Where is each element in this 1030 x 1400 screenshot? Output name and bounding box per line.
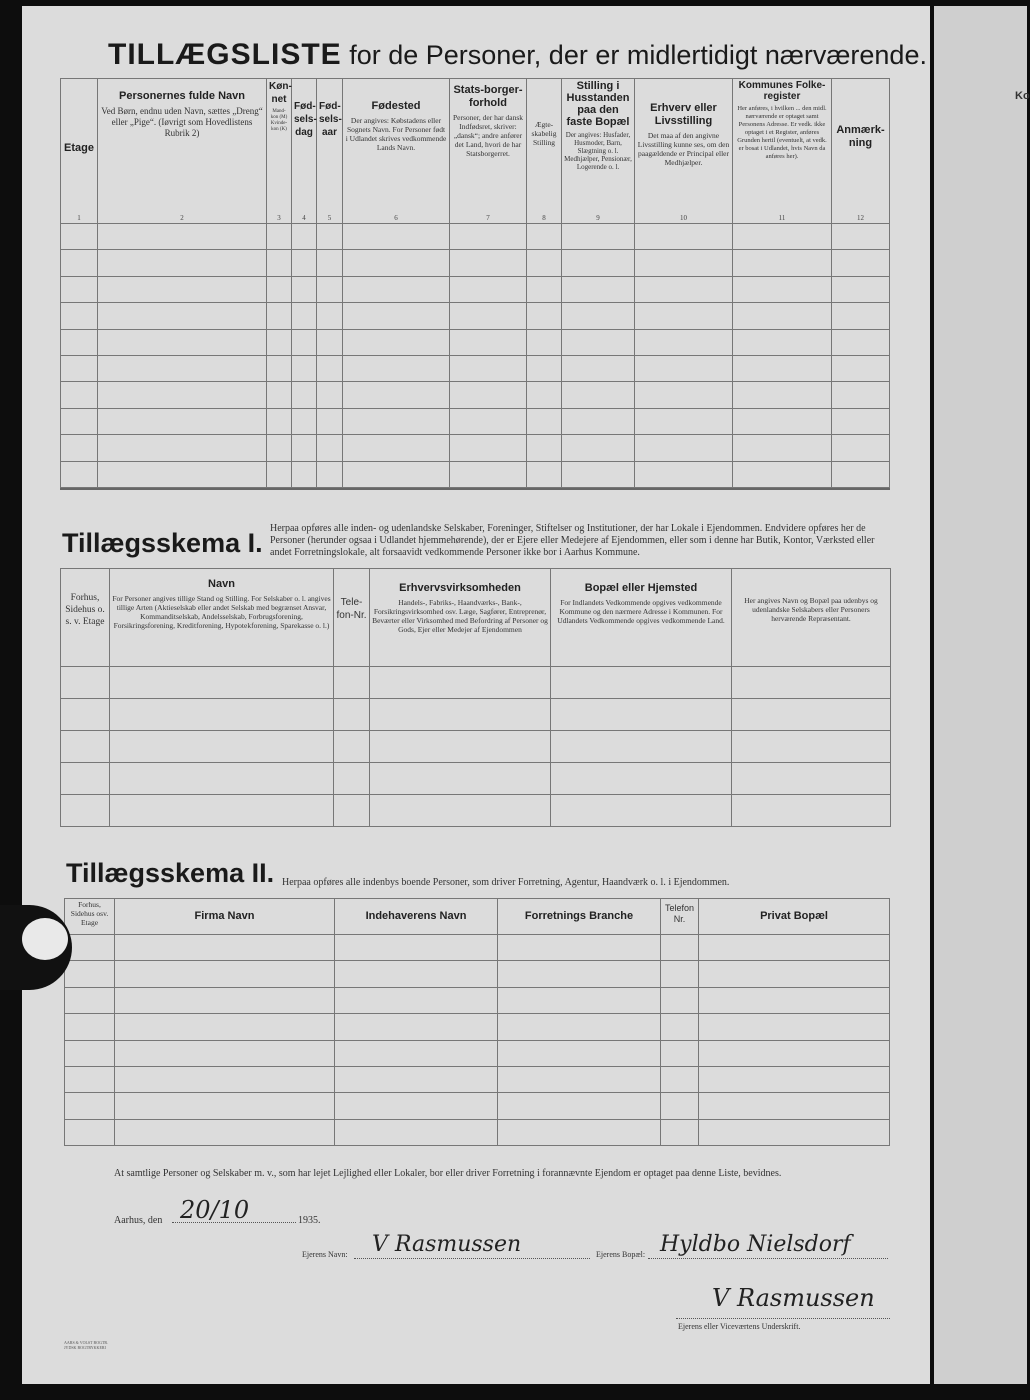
table-row xyxy=(65,961,890,987)
table-cell xyxy=(98,408,267,434)
table-cell xyxy=(732,699,891,731)
table-cell xyxy=(292,276,317,302)
table-cell xyxy=(115,935,335,961)
table-cell xyxy=(115,1014,335,1040)
table-cell xyxy=(98,382,267,408)
table-cell xyxy=(450,329,527,355)
table-cell xyxy=(699,961,890,987)
table-cell xyxy=(292,224,317,250)
signature-line xyxy=(676,1318,890,1319)
table-cell xyxy=(498,935,661,961)
table-cell xyxy=(699,1093,890,1119)
table-row xyxy=(61,461,890,487)
table-cell xyxy=(733,382,832,408)
owner-name-handwritten: V Rasmussen xyxy=(372,1232,522,1257)
table-cell xyxy=(115,987,335,1013)
title-main: TILLÆGSLISTE xyxy=(108,38,342,71)
table-cell xyxy=(832,461,890,487)
table-cell xyxy=(498,1014,661,1040)
table-cell xyxy=(110,699,334,731)
col-foedselsaar: Fød-sels-aar 5 xyxy=(317,79,343,224)
skema2-title: Tillægsskema II. xyxy=(66,858,275,888)
table-cell xyxy=(335,1014,498,1040)
table-row xyxy=(61,329,890,355)
table-row xyxy=(61,408,890,434)
table-cell xyxy=(551,699,732,731)
col-anmaerkning: Anmærk-ning 12 xyxy=(832,79,890,224)
table-cell xyxy=(65,961,115,987)
table-cell xyxy=(450,303,527,329)
owner-address-handwritten: Hyldbo Nielsdorf xyxy=(660,1232,851,1257)
table-cell xyxy=(450,355,527,381)
col-husstand: Stilling i Husstanden paa den faste Bopæl Der angives: Husfader, Husmoder, Barn, Slægtning o. l. Medhjælper, Pensionær, Logerende o. l. 9 xyxy=(562,79,635,224)
table-cell xyxy=(832,329,890,355)
table-cell xyxy=(661,961,699,987)
table-cell xyxy=(732,795,891,827)
table-cell xyxy=(292,461,317,487)
table-cell xyxy=(343,435,450,461)
table-cell xyxy=(450,250,527,276)
col-erhverv: Erhverv eller Livsstilling Det maa af den angivne Livsstilling kunne ses, om den paagældende er Principal eller Medhjælper. 10 xyxy=(635,79,733,224)
col-koen: Køn-net Mand-kon (M) Kvinde-kon (K) 3 xyxy=(267,79,292,224)
table-cell xyxy=(562,224,635,250)
table-row xyxy=(61,224,890,250)
table-cell xyxy=(98,329,267,355)
table-cell xyxy=(733,303,832,329)
page-title xyxy=(108,38,927,72)
table-cell xyxy=(733,435,832,461)
table-row xyxy=(61,731,891,763)
table-cell xyxy=(370,763,551,795)
table-row xyxy=(65,1040,890,1066)
s2-col-bopael: Privat Bopæl xyxy=(699,899,890,935)
table-cell xyxy=(115,961,335,987)
skema1-table xyxy=(60,568,891,827)
table-cell xyxy=(61,329,98,355)
tillaegsliste-table xyxy=(60,78,890,488)
table-cell xyxy=(661,1066,699,1092)
table-cell xyxy=(98,461,267,487)
table-cell xyxy=(292,250,317,276)
col-folkeregister: Kommunes Folke-register Her anføres, i hvilken ... den midl. nærværende er optaget samt Personens Adresse. Er vedk. ikke optaget i et Register, anføres Grunden hertil (eventuelt, at vedk. er bosat i Udlandet, hvis Navn da anføres her). 11 xyxy=(733,79,832,224)
table-cell xyxy=(370,667,551,699)
table-cell xyxy=(635,303,733,329)
table-cell xyxy=(317,303,343,329)
table-cell xyxy=(335,987,498,1013)
table-row xyxy=(65,935,890,961)
table-cell xyxy=(343,276,450,302)
title-rest: for de Personer, der er midlertidigt nærværende. xyxy=(349,40,927,70)
table-cell xyxy=(527,329,562,355)
table-cell xyxy=(635,329,733,355)
table-cell xyxy=(635,408,733,434)
table-cell xyxy=(335,1119,498,1145)
table-cell xyxy=(635,224,733,250)
table-cell xyxy=(98,303,267,329)
table-cell xyxy=(635,382,733,408)
table-cell xyxy=(732,763,891,795)
table-cell xyxy=(699,1066,890,1092)
table-cell xyxy=(661,935,699,961)
table-row xyxy=(65,1014,890,1040)
table-cell xyxy=(61,355,98,381)
table-row xyxy=(61,795,891,827)
next-page-text: Ko xyxy=(1015,90,1030,102)
signature-handwritten: V Rasmussen xyxy=(712,1284,875,1312)
table-cell xyxy=(699,935,890,961)
table-cell xyxy=(335,935,498,961)
table1-bottom-rule xyxy=(60,488,890,490)
table-cell xyxy=(527,276,562,302)
table-cell xyxy=(832,355,890,381)
table-cell xyxy=(733,276,832,302)
table-cell xyxy=(334,795,370,827)
table-cell xyxy=(527,461,562,487)
table-cell xyxy=(527,382,562,408)
table-cell xyxy=(343,355,450,381)
table-cell xyxy=(292,382,317,408)
owner-address-label: Ejerens Bopæl: xyxy=(596,1250,646,1259)
table-cell xyxy=(551,667,732,699)
table-cell xyxy=(562,461,635,487)
s2-col-indehaver: Indehaverens Navn xyxy=(335,899,498,935)
table-cell xyxy=(450,408,527,434)
table-cell xyxy=(370,795,551,827)
table-cell xyxy=(292,435,317,461)
table-cell xyxy=(267,224,292,250)
table-cell xyxy=(65,1093,115,1119)
year: 1935. xyxy=(298,1215,321,1226)
table-cell xyxy=(343,303,450,329)
table-cell xyxy=(498,1066,661,1092)
table-cell xyxy=(450,224,527,250)
table-cell xyxy=(498,1040,661,1066)
table-cell xyxy=(661,987,699,1013)
table-cell xyxy=(562,329,635,355)
s1-col-erhverv: Erhvervsvirksomheden Handels-, Fabriks-, Haandværks-, Bank-, Forsikringsvirksomhed osv. Læge, Sagfører, Entreprenør, Beværter eller Virksomhed med Befordring af Personer og Gods, Ejer eller Medejer af Ejendommen xyxy=(370,569,551,667)
table-cell xyxy=(343,250,450,276)
table-cell xyxy=(334,763,370,795)
table-cell xyxy=(61,250,98,276)
table-cell xyxy=(335,1093,498,1119)
table-cell xyxy=(98,435,267,461)
table-row xyxy=(65,1093,890,1119)
table-cell xyxy=(317,276,343,302)
table-row xyxy=(65,1066,890,1092)
table-cell xyxy=(61,667,110,699)
table-row xyxy=(61,435,890,461)
s1-col-bopael: Bopæl eller Hjemsted For Indlandets Vedkommende opgives vedkommende Kommune og den nærmere Adresse i Kommunen. For Udlandets Vedkommende opgives vedkommende Land. xyxy=(551,569,732,667)
table-cell xyxy=(267,382,292,408)
skema2-intro: Herpaa opføres alle indenbys boende Personer, som driver Forretning, Agentur, Haandværk o. l. i Ejendommen. xyxy=(282,877,730,888)
table-cell xyxy=(343,224,450,250)
table-cell xyxy=(61,461,98,487)
table-cell xyxy=(661,1014,699,1040)
table-cell xyxy=(498,961,661,987)
table-cell xyxy=(343,408,450,434)
table-cell xyxy=(98,355,267,381)
table-cell xyxy=(61,276,98,302)
table-cell xyxy=(732,667,891,699)
table-cell xyxy=(832,435,890,461)
table-cell xyxy=(450,276,527,302)
table-cell xyxy=(292,355,317,381)
table-cell xyxy=(334,731,370,763)
table-cell xyxy=(317,408,343,434)
table-cell xyxy=(98,276,267,302)
table-cell xyxy=(498,1119,661,1145)
table-cell xyxy=(335,961,498,987)
table-row xyxy=(65,1119,890,1145)
place-label: Aarhus, den xyxy=(114,1215,163,1226)
table-cell xyxy=(267,329,292,355)
table-row xyxy=(65,987,890,1013)
table-cell xyxy=(635,435,733,461)
table-row xyxy=(61,699,891,731)
col-etage: Etage 1 xyxy=(61,79,98,224)
table-cell xyxy=(562,382,635,408)
table-cell xyxy=(562,250,635,276)
table-cell xyxy=(267,355,292,381)
table-cell xyxy=(61,699,110,731)
table-cell xyxy=(832,382,890,408)
table-cell xyxy=(733,250,832,276)
owner-name-label: Ejerens Navn: xyxy=(302,1250,348,1259)
table-cell xyxy=(832,276,890,302)
table-cell xyxy=(292,329,317,355)
s1-col-etage: Forhus, Sidehus o. s. v. Etage xyxy=(61,569,110,667)
table-cell xyxy=(317,382,343,408)
table-cell xyxy=(661,1040,699,1066)
s1-col-repraesentant: Her angives Navn og Bopæl paa udenbys og udenlandske Selskabers eller Personers herværende Repræsentant. xyxy=(732,569,891,667)
table-cell xyxy=(527,224,562,250)
table-cell xyxy=(110,763,334,795)
table-cell xyxy=(699,987,890,1013)
table-cell xyxy=(635,276,733,302)
table-cell xyxy=(733,224,832,250)
table-cell xyxy=(562,435,635,461)
table-cell xyxy=(335,1066,498,1092)
skema2-table xyxy=(64,898,890,1146)
table-cell xyxy=(562,408,635,434)
table-row xyxy=(61,667,891,699)
table-cell xyxy=(832,303,890,329)
skema1-intro: Herpaa opføres alle inden- og udenlandske Selskaber, Foreninger, Stiftelser og Institutioner, der har Lokale i Ejendommen. Endvidere opføres her de Personer (herunder ogsaa i Udlandet hjemmehørende), der er Ejere eller Medejere af Ejendommen, eller som i denne har Butik, Kontor, Værksted eller andet Forretningslokale, alt forsaavidt vedkommende Personer ikke bor i Aarhus Kommune. xyxy=(270,523,875,558)
table-cell xyxy=(61,224,98,250)
table-row xyxy=(61,303,890,329)
table-cell xyxy=(61,795,110,827)
table-cell xyxy=(61,435,98,461)
declaration: At samtlige Personer og Selskaber m. v., som har lejet Lejlighed eller Lokaler, bor eller driver Forretning i forannævnte Ejendom er optaget paa denne Liste, bevidnes. xyxy=(114,1168,782,1179)
table-cell xyxy=(527,355,562,381)
table-cell xyxy=(115,1040,335,1066)
table-cell xyxy=(699,1119,890,1145)
table-row xyxy=(61,250,890,276)
table-cell xyxy=(65,935,115,961)
next-page-edge xyxy=(934,6,1027,1384)
table-cell xyxy=(61,731,110,763)
thumb-nail xyxy=(22,918,68,960)
table-row xyxy=(61,382,890,408)
table-cell xyxy=(343,461,450,487)
table-cell xyxy=(733,329,832,355)
table-cell xyxy=(699,1040,890,1066)
table-cell xyxy=(317,250,343,276)
table-cell xyxy=(551,763,732,795)
table-cell xyxy=(733,355,832,381)
s2-col-etage: Forhus, Sidehus osv. Etage xyxy=(65,899,115,935)
signature-label: Ejerens eller Viceværtens Underskrift. xyxy=(678,1322,801,1331)
table-cell xyxy=(699,1014,890,1040)
table-cell xyxy=(317,355,343,381)
table-row xyxy=(61,355,890,381)
printer-mark: AARS & VOLST BOGTR. JYDSK BOGTRYKKERI xyxy=(64,1340,109,1350)
table-cell xyxy=(115,1093,335,1119)
table-cell xyxy=(317,461,343,487)
table-cell xyxy=(334,699,370,731)
table-cell xyxy=(661,1093,699,1119)
table-cell xyxy=(292,408,317,434)
table-cell xyxy=(317,224,343,250)
table-cell xyxy=(370,699,551,731)
table-cell xyxy=(335,1040,498,1066)
table-cell xyxy=(732,731,891,763)
table-cell xyxy=(61,763,110,795)
table-cell xyxy=(61,382,98,408)
date-handwritten: 20/10 xyxy=(180,1196,250,1224)
table-cell xyxy=(343,329,450,355)
table-cell xyxy=(110,667,334,699)
s1-col-navn: Navn For Personer angives tillige Stand og Stilling. For Selskaber o. l. angives tillige Arten (Aktieselskab eller andet Selskab med begrænset Ansvar, Kommanditselskab, Andelsselskab, Forbrugsforening, Forsikringsforening, Kreditforening, Hypotekforening, Sparekasse o. l.) xyxy=(110,569,334,667)
table-cell xyxy=(267,303,292,329)
table-cell xyxy=(527,408,562,434)
table-cell xyxy=(450,461,527,487)
table-cell xyxy=(65,1066,115,1092)
table-cell xyxy=(498,1093,661,1119)
table-cell xyxy=(61,303,98,329)
table-row xyxy=(61,763,891,795)
s2-col-firma: Firma Navn xyxy=(115,899,335,935)
table-cell xyxy=(370,731,551,763)
table-cell xyxy=(110,795,334,827)
table-cell xyxy=(527,303,562,329)
table-cell xyxy=(98,250,267,276)
table-cell xyxy=(562,355,635,381)
table-cell xyxy=(98,224,267,250)
table-cell xyxy=(832,250,890,276)
table-cell xyxy=(527,435,562,461)
s2-col-branche: Forretnings Branche xyxy=(498,899,661,935)
table-cell xyxy=(65,987,115,1013)
s2-col-telefon: Telefon Nr. xyxy=(661,899,699,935)
table-row xyxy=(61,276,890,302)
table-cell xyxy=(267,250,292,276)
table-cell xyxy=(334,667,370,699)
table-cell xyxy=(635,250,733,276)
table-cell xyxy=(267,461,292,487)
table-cell xyxy=(635,461,733,487)
table-cell xyxy=(562,303,635,329)
owner-address-line xyxy=(648,1258,888,1259)
table-cell xyxy=(661,1119,699,1145)
table-cell xyxy=(110,731,334,763)
table-cell xyxy=(292,303,317,329)
table-cell xyxy=(635,355,733,381)
table-cell xyxy=(733,461,832,487)
table-cell xyxy=(832,408,890,434)
table-cell xyxy=(733,408,832,434)
table-cell xyxy=(115,1066,335,1092)
table-cell xyxy=(527,250,562,276)
table-cell xyxy=(832,224,890,250)
col-navn: Personernes fulde Navn Ved Børn, endnu uden Navn, sættes „Dreng“ eller „Pige“. (Iøvrigt som Hovedlistens Rubrik 2) 2 xyxy=(98,79,267,224)
table-cell xyxy=(115,1119,335,1145)
col-statsborger: Stats-borger-forhold Personer, der har dansk Indfødsret, skriver: „dansk“; andre anfører det Land, hvori de har Statsborgerret. 7 xyxy=(450,79,527,224)
table-cell xyxy=(65,1040,115,1066)
table-cell xyxy=(267,276,292,302)
table-cell xyxy=(267,435,292,461)
table-cell xyxy=(450,382,527,408)
table-cell xyxy=(65,1119,115,1145)
col-foedselsdag: Fød-sels-dag 4 xyxy=(292,79,317,224)
col-foedested: Fødested Der angives: Købstadens eller Sognets Navn. For Personer født i Udlandet skrives vedkommende Lands Navn. 6 xyxy=(343,79,450,224)
table-cell xyxy=(551,731,732,763)
table-cell xyxy=(343,382,450,408)
table-cell xyxy=(65,1014,115,1040)
table-cell xyxy=(450,435,527,461)
table-cell xyxy=(61,408,98,434)
table-cell xyxy=(498,987,661,1013)
skema1-title: Tillægsskema I. xyxy=(62,528,263,558)
owner-name-line xyxy=(354,1258,590,1259)
table-cell xyxy=(562,276,635,302)
table-cell xyxy=(267,408,292,434)
table-cell xyxy=(317,435,343,461)
col-aegteskab: Ægte-skabelig Stilling 8 xyxy=(527,79,562,224)
table-cell xyxy=(317,329,343,355)
table-cell xyxy=(551,795,732,827)
s1-col-telefon: Tele-fon-Nr. xyxy=(334,569,370,667)
